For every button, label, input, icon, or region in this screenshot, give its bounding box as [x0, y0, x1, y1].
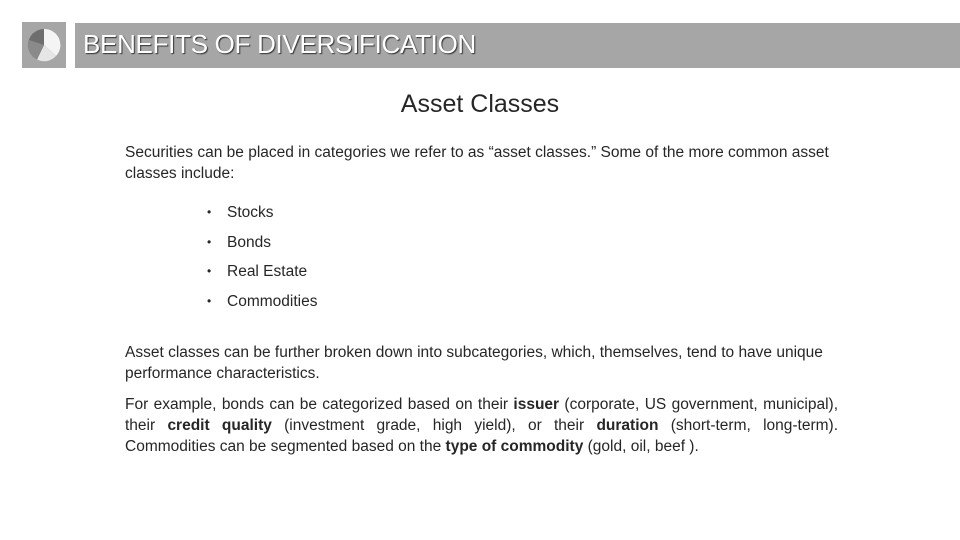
- credit-quality-term: credit quality: [167, 417, 272, 434]
- logo: [22, 22, 66, 68]
- issuer-term: issuer: [513, 396, 560, 413]
- slide-subtitle: Asset Classes: [400, 90, 560, 118]
- bullet-icon: •: [207, 293, 212, 308]
- list-item-label: Commodities: [227, 292, 318, 310]
- intro-paragraph: Securities can be placed in categories we refer to as “asset classes.” Some of the more common asset classes include:: [125, 144, 829, 182]
- bullet-icon: •: [207, 234, 212, 249]
- list-item: [207, 291, 838, 321]
- list-item: [207, 202, 838, 232]
- example-text: (corporate, US government, municipal), their: [125, 396, 839, 434]
- type-of-commodity-term: type of commodity: [445, 438, 584, 455]
- page-title: BENEFITS OF DIVERSIFICATION: [83, 29, 477, 59]
- bullet-icon: •: [207, 205, 212, 219]
- pie-chart-icon: [27, 28, 61, 62]
- slide-body: [125, 142, 838, 457]
- asset-class-list: [207, 202, 838, 320]
- title-bar: [75, 23, 960, 68]
- list-item: [207, 232, 838, 262]
- example-text: For example, bonds can be categorized based on their: [125, 396, 514, 413]
- duration-term: duration: [596, 417, 659, 434]
- example-text: (investment grade, high yield), or their: [271, 417, 597, 434]
- bullet-icon: •: [207, 264, 212, 278]
- list-item-label: Bonds: [227, 233, 271, 251]
- subcategories-paragraph: Asset classes can be further broken down into subcategories, which, themselves, tend to have unique performance characteristics.: [125, 344, 823, 382]
- list-item-label: Real Estate: [227, 263, 308, 280]
- list-item-label: Stocks: [227, 204, 274, 221]
- example-text: (gold, oil, beef ).: [583, 438, 699, 455]
- example-text: (short-term, long-term). Commodities can be segmented based on the: [125, 417, 839, 455]
- list-item: [207, 261, 838, 291]
- example-paragraph: [125, 394, 838, 457]
